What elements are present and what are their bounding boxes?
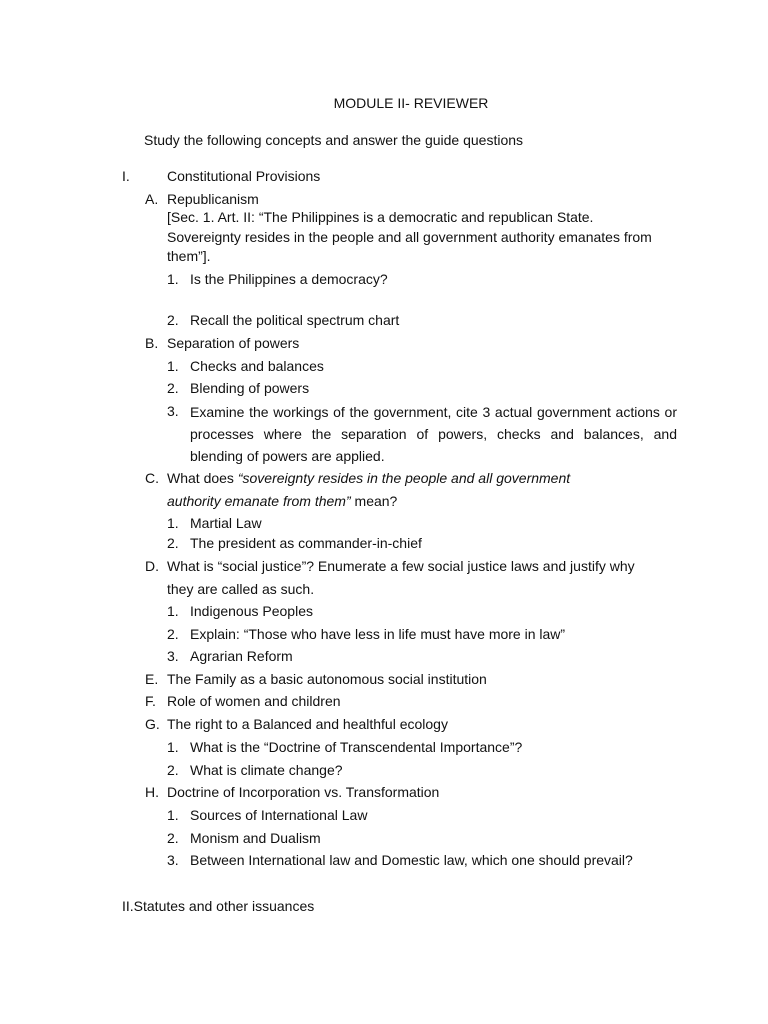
subitem-text: Blending of powers bbox=[190, 380, 310, 396]
subitem-marker: 1. bbox=[167, 739, 179, 755]
item-heading-line bbox=[167, 491, 397, 511]
subitem-text: What is climate change? bbox=[190, 762, 343, 778]
subitem-marker: 2. bbox=[167, 312, 179, 328]
subitem-marker: 2. bbox=[167, 535, 179, 551]
item-heading: Republicanism bbox=[167, 191, 259, 207]
subitem-marker: 2. bbox=[167, 380, 179, 396]
quoted-phrase: “sovereignty resides in the people and all government bbox=[237, 470, 571, 486]
item-marker: E. bbox=[145, 671, 159, 687]
item-heading: The Family as a basic autonomous social institution bbox=[167, 671, 487, 687]
item-heading-line: What is “social justice”? Enumerate a few social justice laws and justify why bbox=[167, 558, 635, 574]
subitem-marker: 2. bbox=[167, 762, 179, 778]
subitem-marker: 3. bbox=[167, 852, 179, 868]
item-heading-line: they are called as such. bbox=[167, 581, 315, 597]
item-marker: A. bbox=[145, 191, 159, 207]
question-suffix: mean? bbox=[350, 493, 398, 509]
subitem-text: The president as commander-in-chief bbox=[190, 535, 422, 551]
subitem-text: Explain: “Those who have less in life must have more in law” bbox=[190, 626, 566, 642]
item-heading: Doctrine of Incorporation vs. Transformation bbox=[167, 784, 440, 800]
section-heading: II.Statutes and other issuances bbox=[122, 898, 315, 914]
item-marker: B. bbox=[145, 335, 159, 351]
subitem-marker: 1. bbox=[167, 603, 179, 619]
subitem-text: Is the Philippines a democracy? bbox=[190, 271, 388, 287]
quoted-phrase: authority emanate from them” bbox=[167, 493, 351, 509]
subitem-text: Martial Law bbox=[190, 515, 262, 531]
item-marker: H. bbox=[145, 784, 159, 800]
quote-text: [Sec. 1. Art. II: “The Philippines is a democratic and republican State. bbox=[167, 209, 594, 225]
item-heading: The right to a Balanced and healthful ecology bbox=[167, 716, 448, 732]
item-heading: Separation of powers bbox=[167, 335, 300, 351]
subitem-marker: 1. bbox=[167, 358, 179, 374]
subitem-marker: 2. bbox=[167, 626, 179, 642]
page-title: MODULE II- REVIEWER bbox=[333, 95, 489, 111]
subitem-marker: 1. bbox=[167, 515, 179, 531]
subitem-text: What is the “Doctrine of Transcendental Importance”? bbox=[190, 739, 523, 755]
subitem-marker: 1. bbox=[167, 807, 179, 823]
section-heading: Constitutional Provisions bbox=[167, 168, 321, 184]
item-marker: D. bbox=[145, 558, 159, 574]
section-marker: I. bbox=[122, 168, 130, 184]
subitem-text: Recall the political spectrum chart bbox=[190, 312, 400, 328]
item-marker: G. bbox=[145, 716, 160, 732]
item-heading: Role of women and children bbox=[167, 693, 341, 709]
quote-text: them”]. bbox=[167, 248, 211, 264]
subitem-text: Sources of International Law bbox=[190, 807, 368, 823]
subitem-text: Agrarian Reform bbox=[190, 648, 293, 664]
quote-text: Sovereignty resides in the people and all government authority emanates from bbox=[167, 229, 652, 245]
subitem-text: Checks and balances bbox=[190, 358, 324, 374]
subitem-text: Monism and Dualism bbox=[190, 830, 321, 846]
subitem-text: Examine the workings of the government, cite 3 actual government actions or processes where the separation of powers, checks and balances, and blending of powers are applied. bbox=[190, 404, 677, 464]
item-marker: C. bbox=[145, 470, 159, 486]
question-prefix: What does bbox=[167, 470, 238, 486]
item-heading-line bbox=[167, 468, 570, 488]
subitem-marker: 1. bbox=[167, 271, 179, 287]
item-marker: F. bbox=[145, 693, 156, 709]
subitem-text: Between International law and Domestic law, which one should prevail? bbox=[190, 852, 633, 868]
instructions: Study the following concepts and answer the guide questions bbox=[144, 132, 524, 148]
subitem-marker: 3. bbox=[167, 648, 179, 664]
subitem-text: Indigenous Peoples bbox=[190, 603, 313, 619]
subitem-marker: 2. bbox=[167, 830, 179, 846]
subitem-marker: 3. bbox=[167, 403, 179, 419]
